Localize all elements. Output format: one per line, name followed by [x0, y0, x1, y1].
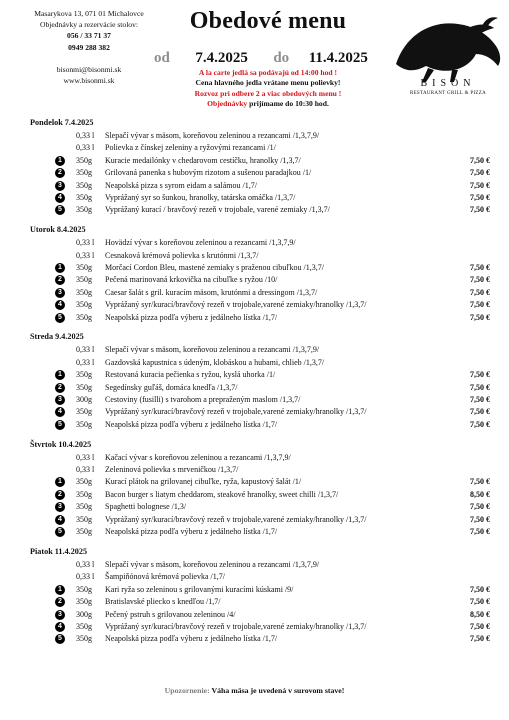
soup-description: Slepačí vývar s mäsom, koreňovou zeleninou a rezancami /1,3,7,9/	[105, 131, 320, 140]
soup-quantity: 0,33 l	[76, 357, 95, 367]
page-title: Obedové menu	[189, 8, 347, 34]
to-word: do	[273, 50, 290, 66]
dish-description: Vyprážaný kurací / bravčový rezeň v trojobale, varené zemiaky /1,3,7/	[105, 205, 330, 215]
dish-price: 7,50 €	[470, 370, 490, 380]
main-dish-row	[30, 514, 500, 526]
main-dish-row	[30, 204, 500, 216]
dish-number-badge: 3	[55, 502, 65, 512]
dish-number-badge: 3	[55, 395, 65, 405]
dish-description: Vyprážaný syr so šunkou, hranolky, tatárska omáčka /1,3,7/	[105, 192, 296, 202]
dish-price: 7,50 €	[470, 634, 490, 644]
main-dish-row	[30, 584, 500, 596]
dish-weight: 350g	[76, 155, 92, 165]
dish-number-badge: 1	[55, 585, 65, 595]
page-header	[0, 0, 509, 116]
dish-weight: 350g	[76, 275, 92, 285]
dish-weight: 350g	[76, 168, 92, 178]
email: bisonmi@bisonmi.sk	[56, 64, 122, 74]
dish-price: 7,50 €	[470, 180, 490, 190]
soup-quantity: 0,33 l	[76, 345, 95, 355]
main-dish-row	[30, 489, 500, 501]
dish-number-badge: 1	[55, 370, 65, 380]
warning-text: Váha mäsa je uvedená v surovom stave!	[209, 686, 345, 695]
day-section	[30, 438, 500, 539]
dish-number-badge: 4	[55, 300, 65, 310]
dish-weight: 350g	[76, 634, 92, 644]
warning-label: Upozornenie:	[164, 686, 210, 695]
day-title: Štvrtok 10.4.2025	[30, 439, 92, 449]
day-section	[30, 223, 500, 324]
soup-description: Slepačí vývar s mäsom, koreňovou zeleninou a rezancami /1,3,7,9/	[105, 559, 320, 569]
logo-wordmark: BISON	[420, 78, 476, 89]
dish-weight: 350g	[76, 489, 92, 499]
main-dish-row	[30, 596, 500, 608]
dish-weight: 350g	[76, 205, 92, 215]
dish-weight: 350g	[76, 584, 92, 594]
dish-weight: 350g	[76, 407, 92, 417]
soup-row	[30, 464, 500, 476]
dish-weight: 350g	[76, 514, 92, 524]
main-dish-row	[30, 633, 500, 645]
soup-row	[30, 130, 500, 142]
main-dish-row	[30, 609, 500, 621]
main-dish-row	[30, 262, 500, 274]
from-word: od	[154, 50, 170, 66]
dish-description: Restovaná kuracia pečienka s ryžou, kyslá uhorka /1/	[105, 370, 276, 380]
dish-price: 7,50 €	[470, 527, 490, 537]
dish-weight: 350g	[76, 192, 92, 202]
dish-price: 7,50 €	[470, 168, 490, 178]
dish-description: Bratislavské pliecko s knedľou /1,7/	[105, 597, 221, 607]
dish-number-badge: 4	[55, 515, 65, 525]
dish-price: 7,50 €	[470, 477, 490, 487]
dish-number-badge: 2	[55, 168, 65, 178]
dish-description: Cestoviny (fusilli) s tvarohom a prepraženým maslom /1,3,7/	[105, 395, 301, 405]
dish-weight: 350g	[76, 263, 92, 273]
dish-price: 7,50 €	[470, 407, 490, 417]
soup-quantity: 0,33 l	[76, 131, 95, 140]
dish-price: 7,50 €	[470, 155, 490, 165]
main-dish-row	[30, 382, 500, 394]
dish-weight: 350g	[76, 597, 92, 607]
soup-row	[30, 250, 500, 262]
dish-description: Kurací plátok na grilovanej cibuľke, ryža, kapustový šalát /1/	[105, 477, 302, 487]
dish-description: Neapolská pizza podľa výberu z jedálneho lístka /1,7/	[105, 419, 278, 429]
dish-price: 8,50 €	[470, 609, 490, 619]
soup-description: Cesnaková krémová polievka s krutónmi /1,3,7/	[105, 250, 259, 260]
main-dish-row	[30, 501, 500, 513]
soup-row	[30, 344, 500, 356]
main-dish-row	[30, 192, 500, 204]
dish-description: Caesar šalát s gril. kuracím mäsom, krutónmi a dressingom /1,3,7/	[105, 287, 318, 297]
main-dish-row	[30, 526, 500, 538]
day-title: Pondelok 7.4.2025	[30, 118, 94, 127]
dish-price: 7,50 €	[470, 192, 490, 202]
dish-weight: 350g	[76, 312, 92, 322]
dish-description: Morčací Cordon Bleu, mastené zemiaky s praženou cibuľkou /1,3,7/	[105, 263, 324, 273]
dish-number-badge: 5	[55, 634, 65, 644]
soup-quantity: 0,33 l	[76, 572, 95, 582]
dish-price: 7,50 €	[470, 621, 490, 631]
dish-price: 7,50 €	[470, 514, 490, 524]
dish-price: 7,50 €	[470, 502, 490, 512]
dish-description: Neapolská pizza s syrom eidam a salámou /1,7/	[105, 180, 257, 190]
reservation-label: Objednávky a rezervácie stolov:	[39, 20, 139, 30]
main-dish-row	[30, 312, 500, 324]
soup-description: Slepačí vývar s mäsom, koreňovou zeleninou a rezancami /1,3,7,9/	[105, 345, 320, 355]
dish-number-badge: 5	[55, 313, 65, 323]
dish-number-badge: 5	[55, 420, 65, 430]
dish-weight: 350g	[76, 527, 92, 537]
dish-description: Pečená marinovaná krkovička na cibuľke s ryžou /10/	[105, 275, 278, 285]
soup-row	[30, 237, 500, 249]
main-dish-row	[30, 180, 500, 192]
dish-description: Vyprážaný syr/kurací/bravčový rezeň v trojobale,varené zemiaky/hranolky /1,3,7/	[105, 300, 367, 310]
soup-row	[30, 452, 500, 464]
day-section	[30, 116, 500, 217]
main-dish-row	[30, 621, 500, 633]
dish-price: 7,50 €	[470, 300, 490, 310]
dish-number-badge: 4	[55, 407, 65, 417]
dish-description: Vyprážaný syr/kurací/bravčový rezeň v trojobale,varené zemiaky/hranolky /1,3,7/	[105, 514, 367, 524]
dish-weight: 300g	[76, 395, 92, 405]
footer-warning	[0, 686, 509, 695]
day-title: Streda 9.4.2025	[30, 332, 84, 342]
soup-row	[30, 142, 500, 154]
website: www.bisonmi.sk	[63, 76, 115, 86]
notes-block	[150, 68, 386, 109]
dish-weight: 350g	[76, 502, 92, 512]
soup-row	[30, 559, 500, 571]
date-from: 7.4.2025	[195, 50, 248, 66]
dish-description: Spaghetti bolognese /1,3/	[105, 502, 187, 512]
dish-number-badge: 3	[55, 181, 65, 191]
phone-1: 056 / 33 71 37	[67, 31, 111, 41]
dish-number-badge: 3	[55, 288, 65, 298]
note-orders	[150, 99, 386, 109]
dish-number-badge: 4	[55, 193, 65, 203]
dish-price: 7,50 €	[470, 205, 490, 215]
day-section	[30, 330, 500, 431]
dish-number-badge: 2	[55, 275, 65, 285]
phone-2: 0949 288 382	[68, 42, 110, 52]
soup-quantity: 0,33 l	[76, 238, 95, 248]
soup-description: Gazdovská kapustnica s údeným, klobáskou a hubami, chlieb /1,3,7/	[105, 357, 325, 367]
dish-number-badge: 5	[55, 205, 65, 215]
dish-description: Grilovaná panenka s hubovým rizotom a sušenou paradajkou /1/	[105, 168, 312, 178]
contact-block	[24, 8, 154, 86]
main-dish-row	[30, 476, 500, 488]
dish-description: Neapolská pizza podľa výberu z jedálneho lístka /1,7/	[105, 312, 278, 322]
dish-price: 8,50 €	[470, 489, 490, 499]
main-dish-row	[30, 155, 500, 167]
main-dish-row	[30, 419, 500, 431]
dish-weight: 350g	[76, 382, 92, 392]
dish-price: 7,50 €	[470, 263, 490, 273]
dish-price: 7,50 €	[470, 312, 490, 322]
soup-description: Polievka z čínskej zeleniny a ryžovými rezancami /1/	[105, 143, 276, 153]
note-orders-time: prijímame do 10:30 hod.	[247, 98, 329, 108]
main-dish-row	[30, 369, 500, 381]
soup-quantity: 0,33 l	[76, 143, 95, 153]
dish-weight: 350g	[76, 419, 92, 429]
dish-weight: 350g	[76, 621, 92, 631]
soup-row	[30, 357, 500, 369]
dish-number-badge: 1	[55, 263, 65, 273]
dish-number-badge: 1	[55, 156, 65, 166]
soup-quantity: 0,33 l	[76, 452, 95, 462]
dish-number-badge: 2	[55, 490, 65, 500]
dish-price: 7,50 €	[470, 597, 490, 607]
dish-description: Kuracie medailónky v chedarovom cestíčku, hranolky /1,3,7/	[105, 155, 301, 165]
note-price: Cena hlavného jedla vrátane menu polievky!	[195, 78, 341, 88]
dish-weight: 350g	[76, 180, 92, 190]
main-dish-row	[30, 274, 500, 286]
address: Masarykova 13, 071 01 Michalovce	[34, 9, 144, 18]
dish-weight: 350g	[76, 477, 92, 487]
note-alacarte: A la carte jedlá sa podávajú od 14:00 hod !	[198, 68, 338, 77]
main-dish-row	[30, 406, 500, 418]
dish-price: 7,50 €	[470, 584, 490, 594]
soup-row	[30, 571, 500, 583]
dish-number-badge: 2	[55, 597, 65, 607]
day-title: Utorok 8.4.2025	[30, 225, 86, 235]
day-title: Piatok 11.4.2025	[30, 546, 88, 556]
dish-description: Pečený pstruh s grilovanou zeleninou /4/	[105, 609, 236, 619]
dish-number-badge: 1	[55, 477, 65, 487]
dish-price: 7,50 €	[470, 275, 490, 285]
soup-description: Šampiňónová krémová polievka /1,7/	[105, 572, 225, 582]
dish-description: Vyprážaný syr/kurací/bravčový rezeň v trojobale,varené zemiaky/hranolky /1,3,7/	[105, 407, 367, 417]
note-delivery: Rozvoz pri odbere 2 a viac obedových menu !	[194, 88, 342, 98]
main-dish-row	[30, 299, 500, 311]
main-dish-row	[30, 167, 500, 179]
dish-weight: 300g	[76, 609, 92, 619]
main-dish-row	[30, 287, 500, 299]
dish-description: Vyprážaný syr/kurací/bravčový rezeň v trojobale,varené zemiaky/hranolky /1,3,7/	[105, 621, 367, 631]
dish-price: 7,50 €	[470, 419, 490, 429]
soup-quantity: 0,33 l	[76, 465, 95, 475]
dish-weight: 350g	[76, 370, 92, 380]
day-section	[30, 545, 500, 646]
dish-price: 7,50 €	[470, 395, 490, 405]
soup-description: Hovädzí vývar s koreňovou zeleninou a rezancami /1,3,7,9/	[105, 238, 296, 248]
note-orders-label: Objednávky	[207, 98, 248, 108]
logo-subtitle: RESTAURANT GRILL & PIZZA	[409, 91, 487, 96]
date-range	[154, 50, 384, 67]
dish-number-badge: 4	[55, 622, 65, 632]
main-dish-row	[30, 394, 500, 406]
dish-price: 7,50 €	[470, 382, 490, 392]
dish-price: 7,50 €	[470, 287, 490, 297]
dish-description: Kari ryža so zeleninou s grilovanými kuracími kúskami /9/	[105, 584, 294, 594]
dish-number-badge: 3	[55, 610, 65, 620]
dish-description: Bacon burger s liatym cheddarom, steakové hranolky, sweet chilli /1,3,7/	[105, 489, 339, 499]
soup-quantity: 0,33 l	[76, 250, 95, 260]
dish-weight: 350g	[76, 300, 92, 310]
soup-description: Kačací vývar s koreňovou zeleninou a rezancami /1,3,7,9/	[105, 452, 291, 462]
dish-description: Neapolská pizza podľa výberu z jedálneho lístka /1,7/	[105, 527, 278, 537]
menu-list	[30, 116, 500, 652]
dish-description: Neapolská pizza podľa výberu z jedálneho lístka /1,7/	[105, 634, 278, 644]
dish-description: Segedínsky guľáš, domáca knedľa /1,3,7/	[105, 382, 238, 392]
soup-description: Zeleninová polievka s mrveničkou /1,3,7/	[105, 465, 239, 475]
dish-number-badge: 5	[55, 527, 65, 537]
dish-number-badge: 2	[55, 383, 65, 393]
dish-weight: 350g	[76, 287, 92, 297]
soup-quantity: 0,33 l	[76, 559, 95, 569]
date-to: 11.4.2025	[308, 50, 368, 66]
